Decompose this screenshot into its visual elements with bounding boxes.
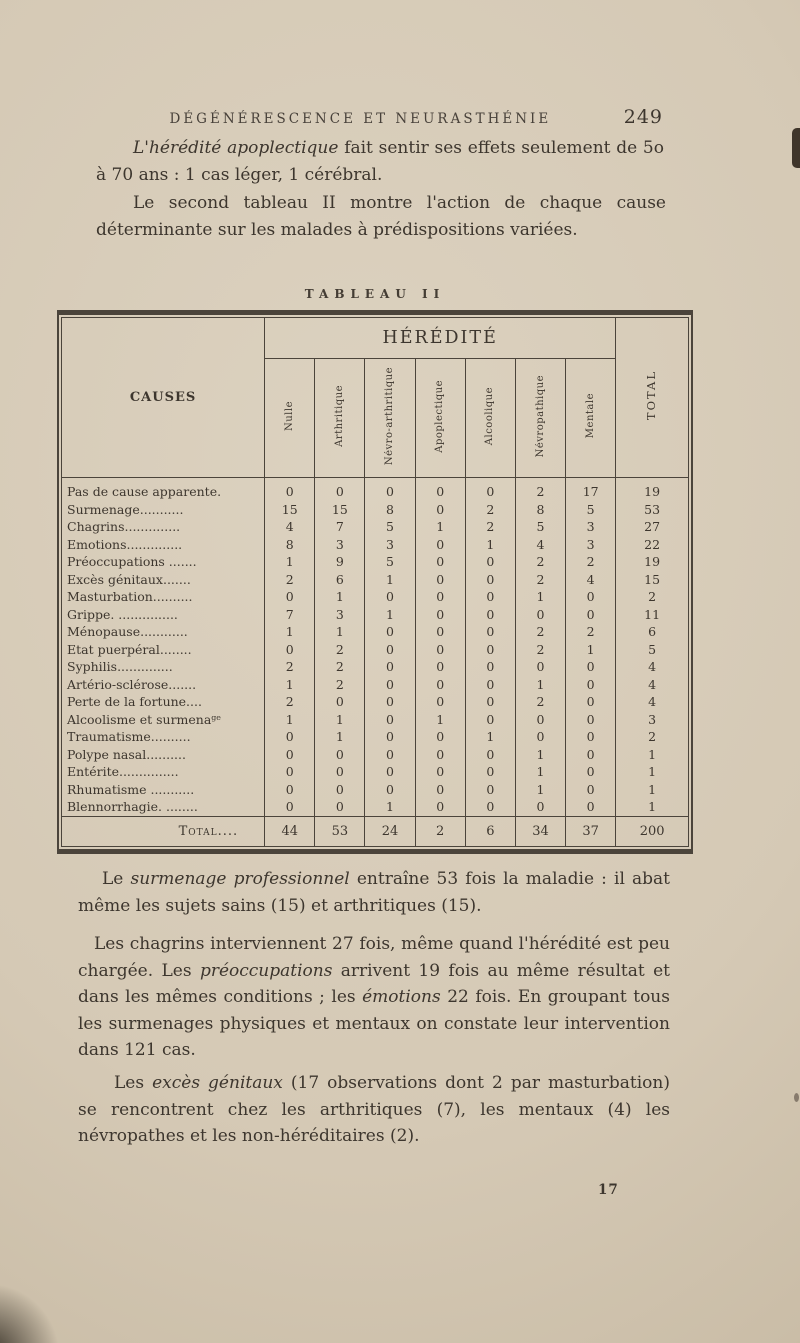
row-total: 1 [616, 763, 689, 781]
row-total: 53 [616, 501, 689, 519]
column-header-arthritique [315, 359, 365, 478]
row-label: Etat puerpéral........ [67, 641, 192, 657]
row-value: 7 [315, 518, 365, 536]
row-value: 15 [265, 501, 315, 519]
row-value: 0 [365, 676, 415, 694]
table-total-row [62, 816, 689, 846]
total-row-value: 34 [515, 816, 565, 846]
total-column-label: TOTAL [644, 370, 659, 421]
table-row [62, 676, 689, 694]
column-label: Névro-arthritique [384, 366, 396, 466]
column-label: Apoplectique [434, 379, 446, 453]
row-value: 0 [566, 711, 616, 729]
row-value: 0 [465, 641, 515, 659]
table-row [62, 501, 689, 519]
row-value: 0 [515, 798, 565, 816]
row-value: 2 [465, 518, 515, 536]
row-value: 0 [465, 623, 515, 641]
row-value: 0 [566, 728, 616, 746]
row-value: 0 [265, 763, 315, 781]
table-row [62, 658, 689, 676]
table-row [62, 588, 689, 606]
ink-smudge [794, 1093, 799, 1102]
row-value: 2 [265, 658, 315, 676]
row-value: 0 [365, 781, 415, 799]
row-value: 0 [415, 623, 465, 641]
row-value: 0 [365, 478, 415, 501]
page-number: 249 [623, 106, 663, 128]
row-value: 0 [365, 763, 415, 781]
row-value: 3 [566, 518, 616, 536]
italic-run: excès génitaux [152, 1073, 283, 1093]
row-value: 0 [566, 658, 616, 676]
paragraph-chagrins [78, 931, 670, 1064]
row-value: 0 [415, 606, 465, 624]
running-head [97, 106, 663, 128]
row-label: Traumatisme.......... [67, 729, 191, 744]
column-label: Nulle [283, 400, 295, 431]
row-value: 0 [515, 728, 565, 746]
table-row [62, 781, 689, 799]
row-value: 0 [566, 693, 616, 711]
heredity-header: HÉRÉDITÉ [265, 318, 616, 359]
row-label: Blennorrhagie. ........ [67, 799, 198, 814]
row-value: 1 [365, 571, 415, 589]
column-label: Alcoolique [484, 386, 496, 446]
table-row [62, 746, 689, 764]
text-run: Le [102, 869, 131, 889]
row-value: 0 [365, 658, 415, 676]
row-value: 1 [315, 711, 365, 729]
row-total: 4 [616, 693, 689, 711]
row-label: Ménopause............ [67, 624, 188, 639]
row-value: 0 [465, 676, 515, 694]
row-value: 0 [365, 711, 415, 729]
column-header-apoplectique [415, 359, 465, 478]
row-value: 0 [465, 606, 515, 624]
column-header-nevropathique [515, 359, 565, 478]
text-run: Les [114, 1073, 153, 1093]
row-value: 5 [365, 553, 415, 571]
row-value: 15 [315, 501, 365, 519]
row-value: 0 [465, 658, 515, 676]
row-label: Entérite............... [67, 764, 179, 779]
table-row [62, 641, 689, 659]
row-total: 11 [616, 606, 689, 624]
row-total: 6 [616, 623, 689, 641]
row-total: 19 [616, 553, 689, 571]
row-total: 1 [616, 746, 689, 764]
row-value: 0 [465, 798, 515, 816]
row-total: 3 [616, 711, 689, 729]
row-value: 4 [265, 518, 315, 536]
row-value: 3 [365, 536, 415, 554]
row-value: 17 [566, 478, 616, 501]
row-value: 1 [315, 728, 365, 746]
row-value: 1 [265, 553, 315, 571]
italic-run: L'hérédité apoplectique [133, 138, 339, 158]
row-value: 1 [415, 518, 465, 536]
table-row [62, 536, 689, 554]
row-value: 0 [315, 798, 365, 816]
table-caption: TABLEAU II [304, 287, 446, 301]
table-row [62, 763, 689, 781]
row-value: 0 [415, 763, 465, 781]
row-value: 2 [265, 693, 315, 711]
row-label: Perte de la fortune.... [67, 694, 202, 709]
row-value: 1 [315, 588, 365, 606]
italic-run: émotions [362, 987, 441, 1007]
row-value: 5 [515, 518, 565, 536]
row-value: 3 [566, 536, 616, 554]
row-value: 2 [515, 553, 565, 571]
row-value: 1 [415, 711, 465, 729]
row-label: Préoccupations ....... [67, 554, 197, 569]
row-value: 9 [315, 553, 365, 571]
ink-smudge [792, 128, 800, 168]
table-row [62, 623, 689, 641]
total-row-value: 53 [315, 816, 365, 846]
page-header-title: DÉGÉNÉRESCENCE ET NEURASTHÉNIE [169, 111, 552, 127]
text-run: Le second tableau II montre l'action de chaque cause déterminante sur les malades à prédispositions variées. [96, 193, 666, 240]
row-value: 0 [365, 728, 415, 746]
row-value: 3 [315, 536, 365, 554]
column-header-mentale [566, 359, 616, 478]
row-total: 19 [616, 478, 689, 501]
text-run: (17 observations dont 2 par masturbation) se rencontrent chez les arthritiques (7), les mentaux (4) les névropathes et les non-héréditaires (2). [78, 1073, 670, 1146]
text-run: fait sentir ses effets seulement de 5o à 70 ans : 1 cas léger, 1 cérébral. [96, 138, 664, 185]
table-row [62, 518, 689, 536]
row-value: 5 [365, 518, 415, 536]
paragraph-exces-genitaux [78, 1070, 670, 1150]
row-total: 2 [616, 588, 689, 606]
row-value: 1 [515, 588, 565, 606]
row-value: 6 [315, 571, 365, 589]
row-label: Chagrins.............. [67, 519, 181, 534]
row-value: 0 [566, 606, 616, 624]
row-value: 2 [515, 623, 565, 641]
row-total: 2 [616, 728, 689, 746]
italic-run: préoccupations [199, 960, 333, 981]
row-label: Pas de cause apparente. [67, 484, 222, 499]
row-value: 2 [515, 478, 565, 501]
row-label: Syphilis.............. [67, 659, 173, 674]
row-value: 0 [465, 553, 515, 571]
row-value: 1 [515, 746, 565, 764]
row-value: 1 [365, 606, 415, 624]
column-header-nevro-arthritique [365, 359, 415, 478]
row-value: 8 [365, 501, 415, 519]
row-value: 4 [515, 536, 565, 554]
row-value: 0 [415, 588, 465, 606]
row-value: 7 [265, 606, 315, 624]
total-row-value: 24 [365, 816, 415, 846]
row-value: 0 [365, 588, 415, 606]
paragraph-intro-1 [96, 135, 664, 188]
row-value: 8 [265, 536, 315, 554]
row-value: 1 [265, 711, 315, 729]
row-value: 2 [566, 553, 616, 571]
row-value: 2 [515, 641, 565, 659]
row-value: 1 [465, 728, 515, 746]
row-value: 0 [465, 588, 515, 606]
row-value: 0 [415, 693, 465, 711]
row-value: 0 [365, 746, 415, 764]
row-value: 1 [315, 623, 365, 641]
row-label: Surmenage........... [67, 501, 184, 517]
row-total: 4 [616, 658, 689, 676]
row-value: 1 [465, 536, 515, 554]
table-body [62, 478, 689, 817]
row-value: 1 [566, 641, 616, 659]
row-value: 0 [415, 536, 465, 554]
row-value: 0 [566, 588, 616, 606]
total-row-value: 44 [265, 816, 315, 846]
column-header-alcoolique [465, 359, 515, 478]
row-value: 0 [415, 571, 465, 589]
row-value: 0 [415, 641, 465, 659]
row-value: 0 [465, 746, 515, 764]
row-value: 0 [265, 641, 315, 659]
total-row-value: 37 [566, 816, 616, 846]
row-value: 0 [265, 588, 315, 606]
row-value: 0 [365, 623, 415, 641]
row-total: 4 [616, 676, 689, 694]
row-label: Alcoolisme et surmenaᵍᵉ [67, 711, 222, 727]
row-value: 0 [515, 711, 565, 729]
table-row [62, 606, 689, 624]
row-value: 0 [566, 763, 616, 781]
row-value: 1 [265, 676, 315, 694]
causes-header: CAUSES [62, 318, 265, 478]
row-value: 8 [515, 501, 565, 519]
row-value: 0 [265, 746, 315, 764]
row-value: 0 [515, 606, 565, 624]
paragraph-intro-2 [96, 190, 666, 243]
row-value: 1 [515, 781, 565, 799]
row-value: 0 [315, 763, 365, 781]
row-value: 1 [515, 676, 565, 694]
row-value: 1 [365, 798, 415, 816]
row-label: Masturbation.......... [67, 589, 193, 604]
row-value: 0 [315, 781, 365, 799]
row-value: 0 [415, 781, 465, 799]
signature-mark: 17 [598, 1182, 619, 1198]
table-row [62, 798, 689, 816]
statistics-table-frame [57, 310, 693, 854]
row-total: 1 [616, 798, 689, 816]
row-value: 2 [566, 623, 616, 641]
row-value: 0 [465, 571, 515, 589]
row-value: 0 [265, 781, 315, 799]
row-value: 0 [365, 641, 415, 659]
row-value: 0 [265, 478, 315, 501]
column-header-nulle [265, 359, 315, 478]
text-run: 22 fois. En groupant tous les surmenages physiques et mentaux on constate leur intervention dans 121 cas. [78, 987, 670, 1060]
row-value: 2 [515, 571, 565, 589]
row-label: Emotions.............. [67, 536, 183, 552]
row-value: 2 [315, 676, 365, 694]
table-row [62, 553, 689, 571]
row-value: 0 [415, 798, 465, 816]
table-row [62, 693, 689, 711]
row-value: 0 [315, 693, 365, 711]
row-value: 0 [415, 746, 465, 764]
table-row [62, 478, 689, 501]
row-value: 0 [566, 781, 616, 799]
total-column-header [616, 318, 689, 478]
row-total: 5 [616, 641, 689, 659]
text-run: Les chagrins interviennent 27 fois, même quand l'hérédité est peu chargée. Les [78, 934, 670, 981]
row-total: 22 [616, 536, 689, 554]
row-value: 0 [515, 658, 565, 676]
row-value: 1 [265, 623, 315, 641]
row-value: 0 [365, 693, 415, 711]
row-value: 0 [415, 553, 465, 571]
row-value: 4 [566, 571, 616, 589]
text-run: entraîne 53 fois la maladie : il abat même les sujets sains (15) et arthritiques (15). [78, 869, 670, 916]
row-label: Grippe. ............... [67, 606, 178, 622]
table-row [62, 728, 689, 746]
row-label: Excès génitaux....... [67, 571, 191, 587]
row-value: 3 [315, 606, 365, 624]
table-row [62, 571, 689, 589]
total-row-value: 2 [415, 816, 465, 846]
row-value: 2 [315, 641, 365, 659]
total-row-value: 6 [465, 816, 515, 846]
italic-run: surmenage professionnel [130, 869, 350, 889]
row-value: 0 [566, 676, 616, 694]
column-label: Névropathique [534, 374, 546, 458]
row-value: 0 [415, 676, 465, 694]
row-value: 2 [515, 693, 565, 711]
column-label: Mentale [584, 393, 596, 439]
row-value: 0 [465, 711, 515, 729]
row-value: 0 [465, 763, 515, 781]
grand-total: 200 [616, 816, 689, 846]
row-value: 0 [415, 658, 465, 676]
row-value: 0 [465, 781, 515, 799]
row-total: 27 [616, 518, 689, 536]
paragraph-surmenage [78, 866, 670, 919]
row-value: 2 [315, 658, 365, 676]
row-value: 1 [515, 763, 565, 781]
total-row-label: Total.... [62, 816, 265, 846]
row-total: 1 [616, 781, 689, 799]
row-value: 2 [465, 501, 515, 519]
row-value: 0 [566, 798, 616, 816]
row-value: 0 [265, 728, 315, 746]
page-corner-shadow [0, 1283, 60, 1343]
row-label: Artério-sclérose....... [67, 676, 197, 692]
row-total: 15 [616, 571, 689, 589]
column-label: Arthritique [333, 385, 345, 447]
row-value: 0 [415, 501, 465, 519]
row-label: Polype nasal.......... [67, 746, 186, 762]
row-label: Rhumatisme ........... [67, 781, 195, 797]
row-value: 0 [465, 693, 515, 711]
table-row [62, 711, 689, 729]
heredity-causes-table [61, 317, 689, 847]
row-value: 0 [315, 478, 365, 501]
text-run: arrivent 19 fois au même résultat et dans les mêmes conditions ; les [78, 960, 670, 1007]
row-value: 5 [566, 501, 616, 519]
row-value: 0 [265, 798, 315, 816]
row-value: 0 [415, 478, 465, 501]
table-header-row-top [62, 318, 689, 359]
row-value: 2 [265, 571, 315, 589]
row-value: 0 [415, 728, 465, 746]
row-value: 0 [566, 746, 616, 764]
row-value: 0 [465, 478, 515, 501]
row-value: 0 [315, 746, 365, 764]
